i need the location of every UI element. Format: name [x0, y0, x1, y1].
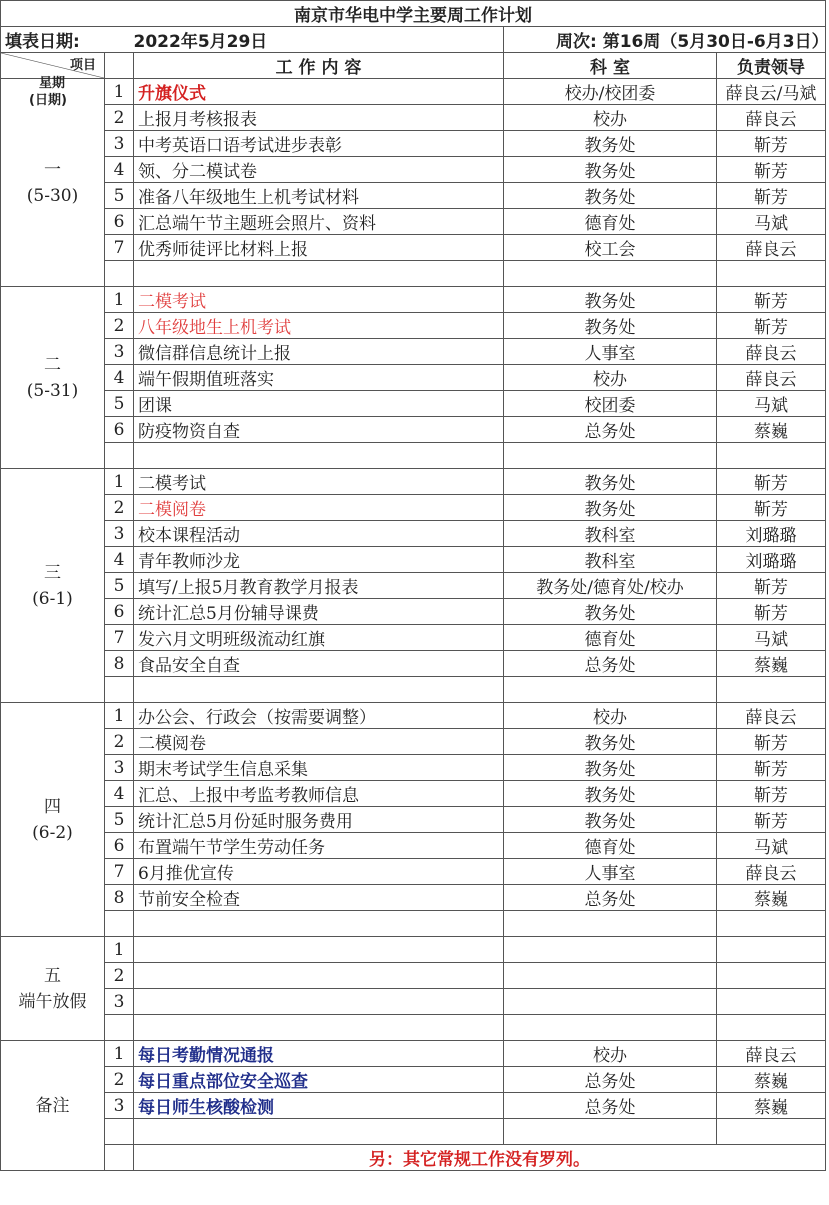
task-row	[1, 235, 826, 261]
leader-header: 负责领导	[717, 53, 826, 79]
task-row	[1, 157, 826, 183]
blank-cell	[717, 677, 826, 703]
blank-cell	[504, 1015, 717, 1041]
task-number: 1	[105, 703, 134, 729]
page-title: 南京市华电中学主要周工作计划	[1, 1, 826, 27]
task-content: 每日师生核酸检测	[134, 1093, 504, 1119]
task-leader: 马斌	[717, 391, 826, 417]
task-row	[1, 547, 826, 573]
task-number: 4	[105, 547, 134, 573]
blank-cell	[105, 443, 134, 469]
task-content: 6月推优宣传	[134, 859, 504, 885]
task-number: 7	[105, 859, 134, 885]
blank-cell	[105, 1145, 134, 1171]
task-leader: 靳芳	[717, 157, 826, 183]
task-content: 二模考试	[134, 469, 504, 495]
task-content: 节前安全检查	[134, 885, 504, 911]
task-number: 3	[105, 755, 134, 781]
task-dept: 总务处	[504, 1067, 717, 1093]
task-dept: 总务处	[504, 417, 717, 443]
task-content	[134, 937, 504, 963]
task-row	[1, 339, 826, 365]
task-row	[1, 807, 826, 833]
corner-item-label: 项目	[69, 58, 96, 73]
blank-cell	[717, 261, 826, 287]
task-leader: 蔡巍	[717, 1067, 826, 1093]
blank-cell	[134, 443, 504, 469]
blank-cell	[504, 677, 717, 703]
task-leader: 靳芳	[717, 183, 826, 209]
task-row	[1, 573, 826, 599]
task-leader: 马斌	[717, 625, 826, 651]
task-dept	[504, 989, 717, 1015]
blank-cell	[717, 1119, 826, 1145]
task-dept: 教务处	[504, 495, 717, 521]
task-row	[1, 131, 826, 157]
task-number: 5	[105, 807, 134, 833]
task-leader: 靳芳	[717, 469, 826, 495]
task-dept: 教务处	[504, 469, 717, 495]
task-content: 填写/上报5月教育教学月报表	[134, 573, 504, 599]
blank-cell	[504, 1119, 717, 1145]
footnote: 另：其它常规工作没有罗列。	[134, 1145, 826, 1171]
task-leader: 靳芳	[717, 807, 826, 833]
task-number: 5	[105, 391, 134, 417]
day-cell	[1, 469, 105, 703]
day-label: 四	[44, 796, 61, 817]
day-cell	[1, 703, 105, 937]
day-cell	[1, 79, 105, 287]
task-dept: 人事室	[504, 339, 717, 365]
blank-row	[1, 261, 826, 287]
task-leader	[717, 963, 826, 989]
task-row	[1, 521, 826, 547]
day-label: 五	[44, 965, 61, 986]
task-leader: 薛良云	[717, 105, 826, 131]
task-dept: 校办	[504, 365, 717, 391]
task-number: 4	[105, 365, 134, 391]
task-content	[134, 963, 504, 989]
task-row	[1, 365, 826, 391]
task-dept: 教务处	[504, 755, 717, 781]
day-date: (6-2)	[32, 822, 73, 843]
task-number: 2	[105, 105, 134, 131]
task-number: 1	[105, 79, 134, 105]
day-cell	[1, 1041, 105, 1171]
task-content: 端午假期值班落实	[134, 365, 504, 391]
task-content: 青年教师沙龙	[134, 547, 504, 573]
task-number: 6	[105, 209, 134, 235]
task-number: 8	[105, 885, 134, 911]
task-leader: 靳芳	[717, 599, 826, 625]
task-leader: 刘璐璐	[717, 547, 826, 573]
blank-cell	[717, 911, 826, 937]
task-number: 5	[105, 573, 134, 599]
blank-row	[1, 443, 826, 469]
task-leader: 蔡巍	[717, 1093, 826, 1119]
task-number: 2	[105, 729, 134, 755]
blank-cell	[717, 1015, 826, 1041]
meta-row	[1, 27, 826, 53]
task-leader: 薛良云	[717, 235, 826, 261]
corner-week-label: 星期	[39, 76, 66, 91]
task-dept: 教务处	[504, 287, 717, 313]
day-date: (5-31)	[26, 380, 79, 401]
task-content: 微信群信息统计上报	[134, 339, 504, 365]
task-dept: 德育处	[504, 625, 717, 651]
footnote-row	[1, 1145, 826, 1171]
blank-row	[1, 1119, 826, 1145]
task-dept	[504, 963, 717, 989]
day-label: 二	[44, 354, 61, 375]
task-dept: 教科室	[504, 521, 717, 547]
day-label: 一	[44, 159, 61, 180]
task-number: 2	[105, 313, 134, 339]
task-content: 准备八年级地生上机考试材料	[134, 183, 504, 209]
task-dept: 人事室	[504, 859, 717, 885]
task-row	[1, 469, 826, 495]
task-dept: 校办/校团委	[504, 79, 717, 105]
task-number: 3	[105, 521, 134, 547]
task-leader: 薛良云	[717, 859, 826, 885]
task-content: 团课	[134, 391, 504, 417]
task-row	[1, 833, 826, 859]
task-dept: 校办	[504, 703, 717, 729]
blank-cell	[504, 261, 717, 287]
task-row	[1, 703, 826, 729]
task-content: 校本课程活动	[134, 521, 504, 547]
task-dept: 总务处	[504, 885, 717, 911]
task-row	[1, 209, 826, 235]
task-row	[1, 1093, 826, 1119]
task-dept: 教科室	[504, 547, 717, 573]
task-leader: 薛良云	[717, 339, 826, 365]
task-leader: 蔡巍	[717, 651, 826, 677]
task-content: 领、分二模试卷	[134, 157, 504, 183]
task-number: 7	[105, 235, 134, 261]
dept-header: 科 室	[504, 53, 717, 79]
corner-header-cell	[1, 53, 105, 108]
task-content: 办公会、行政会（按需要调整）	[134, 703, 504, 729]
task-row	[1, 599, 826, 625]
task-dept: 校办	[504, 1041, 717, 1067]
day-date: 端午放假	[18, 991, 87, 1012]
task-content: 布置端午节学生劳动任务	[134, 833, 504, 859]
task-number: 3	[105, 1093, 134, 1119]
task-row	[1, 859, 826, 885]
task-dept: 教务处	[504, 729, 717, 755]
task-content: 统计汇总5月份辅导课费	[134, 599, 504, 625]
task-leader	[717, 937, 826, 963]
task-number: 6	[105, 833, 134, 859]
blank-cell	[105, 261, 134, 287]
task-content: 食品安全自查	[134, 651, 504, 677]
task-content: 期末考试学生信息采集	[134, 755, 504, 781]
task-number: 1	[105, 469, 134, 495]
task-leader: 薛良云	[717, 365, 826, 391]
task-number: 3	[105, 131, 134, 157]
task-row	[1, 781, 826, 807]
task-number: 6	[105, 417, 134, 443]
task-row	[1, 495, 826, 521]
task-leader: 马斌	[717, 833, 826, 859]
blank-cell	[105, 1015, 134, 1041]
blank-cell	[504, 911, 717, 937]
task-row	[1, 417, 826, 443]
task-dept: 教务处/德育处/校办	[504, 573, 717, 599]
task-content: 防疫物资自查	[134, 417, 504, 443]
day-label: 备注	[35, 1095, 70, 1116]
fill-date: 2022年5月29日	[134, 27, 504, 53]
task-dept	[504, 937, 717, 963]
task-dept: 总务处	[504, 1093, 717, 1119]
blank-cell	[134, 1119, 504, 1145]
task-number: 5	[105, 183, 134, 209]
task-content: 汇总端午节主题班会照片、资料	[134, 209, 504, 235]
task-number: 4	[105, 157, 134, 183]
task-leader: 靳芳	[717, 573, 826, 599]
task-dept: 德育处	[504, 209, 717, 235]
task-content	[134, 989, 504, 1015]
task-row	[1, 885, 826, 911]
task-leader: 靳芳	[717, 313, 826, 339]
blank-cell	[105, 677, 134, 703]
task-dept: 校办	[504, 105, 717, 131]
task-number: 7	[105, 625, 134, 651]
task-row	[1, 313, 826, 339]
day-date: (6-1)	[32, 588, 73, 609]
task-leader: 靳芳	[717, 781, 826, 807]
week-info: 周次: 第16周（5月30日-6月3日）	[504, 27, 826, 53]
task-number: 3	[105, 339, 134, 365]
blank-cell	[134, 911, 504, 937]
task-content: 升旗仪式	[134, 79, 504, 105]
task-content: 发六月文明班级流动红旗	[134, 625, 504, 651]
task-number: 3	[105, 989, 134, 1015]
task-leader: 靳芳	[717, 729, 826, 755]
task-leader: 靳芳	[717, 131, 826, 157]
task-leader: 薛良云/马斌	[717, 79, 826, 105]
corner-date-label: (日期)	[29, 93, 67, 108]
task-content: 二模考试	[134, 287, 504, 313]
task-dept: 总务处	[504, 651, 717, 677]
task-number: 1	[105, 1041, 134, 1067]
task-content: 优秀师徒评比材料上报	[134, 235, 504, 261]
task-dept: 教务处	[504, 131, 717, 157]
task-dept: 教务处	[504, 781, 717, 807]
task-leader	[717, 989, 826, 1015]
task-dept: 教务处	[504, 313, 717, 339]
task-dept: 校工会	[504, 235, 717, 261]
task-leader: 蔡巍	[717, 885, 826, 911]
task-row	[1, 105, 826, 131]
title-row	[1, 1, 826, 27]
task-row	[1, 1041, 826, 1067]
task-leader: 薛良云	[717, 1041, 826, 1067]
index-header	[105, 53, 134, 79]
blank-row	[1, 1015, 826, 1041]
task-number: 2	[105, 963, 134, 989]
task-leader: 马斌	[717, 209, 826, 235]
day-cell	[1, 287, 105, 469]
task-content: 汇总、上报中考监考教师信息	[134, 781, 504, 807]
task-content: 统计汇总5月份延时服务费用	[134, 807, 504, 833]
task-dept: 教务处	[504, 157, 717, 183]
task-row	[1, 391, 826, 417]
task-content: 上报月考核报表	[134, 105, 504, 131]
blank-cell	[134, 261, 504, 287]
task-leader: 薛良云	[717, 703, 826, 729]
task-dept: 教务处	[504, 807, 717, 833]
task-leader: 靳芳	[717, 495, 826, 521]
task-row	[1, 989, 826, 1015]
task-number: 4	[105, 781, 134, 807]
blank-cell	[105, 1119, 134, 1145]
task-dept: 教务处	[504, 599, 717, 625]
task-row	[1, 729, 826, 755]
task-row	[1, 287, 826, 313]
task-content: 二模阅卷	[134, 495, 504, 521]
header-row	[1, 53, 826, 79]
blank-cell	[717, 443, 826, 469]
task-row	[1, 755, 826, 781]
day-cell	[1, 937, 105, 1041]
blank-row	[1, 677, 826, 703]
day-date: (5-30)	[26, 185, 79, 206]
task-content: 中考英语口语考试进步表彰	[134, 131, 504, 157]
task-row	[1, 937, 826, 963]
task-number: 1	[105, 937, 134, 963]
task-content: 二模阅卷	[134, 729, 504, 755]
task-row	[1, 79, 826, 105]
task-leader: 蔡巍	[717, 417, 826, 443]
task-leader: 靳芳	[717, 287, 826, 313]
task-leader: 刘璐璐	[717, 521, 826, 547]
blank-cell	[105, 911, 134, 937]
task-number: 2	[105, 495, 134, 521]
task-leader: 靳芳	[717, 755, 826, 781]
content-header: 工 作 内 容	[134, 53, 504, 79]
blank-cell	[134, 677, 504, 703]
task-content: 每日考勤情况通报	[134, 1041, 504, 1067]
blank-cell	[134, 1015, 504, 1041]
task-row	[1, 963, 826, 989]
task-number: 2	[105, 1067, 134, 1093]
task-number: 1	[105, 287, 134, 313]
task-number: 6	[105, 599, 134, 625]
day-label: 三	[44, 562, 61, 583]
task-row	[1, 651, 826, 677]
task-row	[1, 183, 826, 209]
task-dept: 校团委	[504, 391, 717, 417]
fill-date-label: 填表日期:	[1, 27, 134, 53]
task-number: 8	[105, 651, 134, 677]
task-content: 每日重点部位安全巡查	[134, 1067, 504, 1093]
blank-cell	[504, 443, 717, 469]
task-row	[1, 1067, 826, 1093]
blank-row	[1, 911, 826, 937]
task-dept: 德育处	[504, 833, 717, 859]
task-dept: 教务处	[504, 183, 717, 209]
task-content: 八年级地生上机考试	[134, 313, 504, 339]
task-row	[1, 625, 826, 651]
